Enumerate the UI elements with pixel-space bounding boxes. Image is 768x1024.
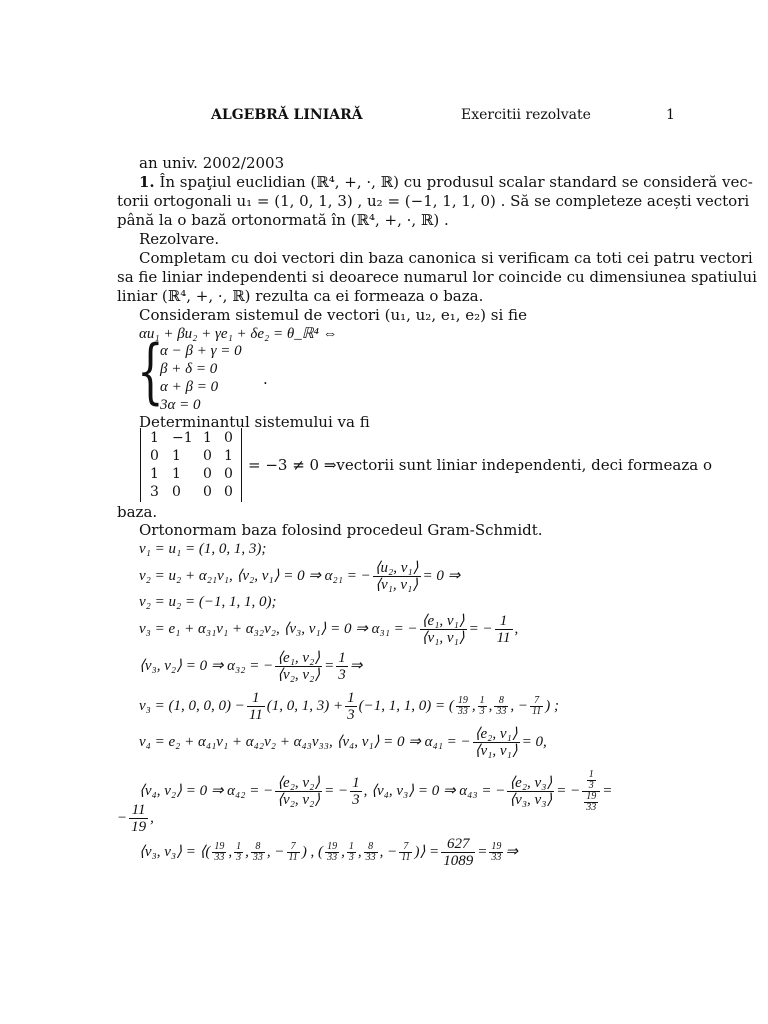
fraction: $\frac{1}{11}$ — [496, 613, 511, 646]
det-cell: 0 — [224, 466, 233, 482]
det-cell: −1 — [172, 430, 193, 446]
eq-text: = 0 ⇒ — [422, 567, 461, 584]
determinant-label: Determinantul sistemului va fi — [139, 413, 370, 431]
small-fraction: $\frac{8}{33}$ — [252, 841, 263, 863]
eq-v3: v₃ = (1, 0, 0, 0) − $\frac{1}{11}$ (1, 0, 1, 3) + $\frac{1}{3}$ (−1, 1, 1, 0) = ( $\frac{19}{33}$ , $\frac{1}{3}$ , $\frac{8}{33}$ , − $\frac{7}{11}$ ) ; — [139, 690, 559, 723]
eq-text: ⟨v₄, v₂⟩ = 0 ⇒ α₄₂ = − — [139, 782, 274, 799]
eq-text: ) ; — [545, 697, 559, 714]
det-cell: 0 — [224, 430, 233, 446]
small-fraction: $\frac{7}{11}$ — [401, 841, 411, 863]
fraction: $\frac{1}{11}$ — [248, 690, 263, 723]
det-cell: 1 — [224, 448, 233, 464]
det-cell: 1 — [150, 466, 159, 482]
eq-text: , ⟨v₄, v₃⟩ = 0 ⇒ α₄₃ = − — [363, 782, 506, 799]
eq-v2-step — [139, 560, 460, 593]
eq-text: = — [324, 657, 335, 674]
explanation-line-1: Completam cu doi vectori din baza canonica si verificam ca toti cei patru vectori — [139, 249, 753, 267]
equation-1: α − β + γ = 0 — [160, 343, 242, 359]
fraction: $\frac{1}{3}$ — [347, 690, 355, 723]
eq-v3-norm: ⟨v₃, v₃⟩ = ⟨( $\frac{19}{33}$ , $\frac{1}{3}$ , $\frac{8}{33}$ , − $\frac{7}{11}$ ) , ( $\frac{19}{33}$ , $\frac{1}{3}$ , $\frac{8}{33}$ , − $\frac{7}{11}$ )⟩ = $\frac{627}{1089}$ = $\frac{19}{33}$ ⇒ — [139, 836, 518, 869]
small-fraction: $\frac{19}{33}$ — [327, 841, 338, 863]
small-fraction: $\frac{7}{11}$ — [531, 695, 542, 717]
det-cell: 0 — [224, 484, 233, 500]
fraction: $\frac{11}{19}$ — [131, 802, 147, 835]
small-fraction: $\frac{19}{33}$ — [457, 695, 468, 717]
eq-v1: v₁ = u₁ = (1, 0, 1, 3); — [139, 541, 267, 557]
eq-text: = − — [324, 782, 349, 799]
eq-text: (1, 0, 1, 3) + — [266, 697, 344, 714]
fraction: $\frac{\text{⟨e₂, v₃⟩}}{\text{⟨v₃, v₃⟩}}$ — [509, 775, 553, 808]
equation-3: α + β = 0 — [160, 379, 219, 395]
eq-text: , — [514, 620, 519, 637]
eq-text: (−1, 1, 1, 0) = ( — [358, 697, 454, 714]
small-fraction: $\frac{19}{33}$ — [491, 841, 502, 863]
problem-number: 1. — [139, 173, 155, 191]
fraction: $\frac{1}{3}$ — [338, 650, 346, 683]
page-number: 1 — [666, 107, 675, 123]
det-cell: 1 — [172, 448, 181, 464]
problem-line-2: torii ortogonali u₁ = (1, 0, 1, 3) , u₂ = (−1, 1, 1, 0) . Să se completeze acești vectori — [117, 192, 750, 210]
small-fraction: $\frac{1}{3}$ — [348, 841, 354, 863]
fraction: $\frac{\text{⟨e₂, v₁⟩}}{\text{⟨v₁, v₁⟩}}$ — [474, 726, 518, 759]
det-cell: 0 — [150, 448, 159, 464]
system-period: . — [263, 370, 268, 388]
eq-text: = — [602, 782, 613, 799]
small-fraction: $\frac{1}{3}$ — [479, 695, 485, 717]
det-cell: 0 — [172, 484, 181, 500]
system-brace: { — [137, 330, 164, 412]
eq-text: = − — [556, 782, 581, 799]
compound-fraction: $\frac{\frac{1}{3}}{\frac{19}{33}}$ — [582, 770, 600, 813]
eq-text: = − — [468, 620, 493, 637]
eq-alpha32 — [139, 650, 362, 683]
eq-alpha43-value — [117, 802, 154, 835]
det-cell: 0 — [203, 466, 212, 482]
eq-text: − — [117, 809, 128, 826]
small-fraction: $\frac{8}{33}$ — [496, 695, 507, 717]
equation-2: β + δ = 0 — [160, 361, 218, 377]
det-cell: 0 — [203, 448, 212, 464]
fraction: $\frac{\text{⟨u₂, v₁⟩}}{\text{⟨v₁, v₁⟩}}$ — [374, 560, 419, 593]
determinant-result: = −3 ≠ 0 ⇒vectorii sunt liniar independenti, deci formeaza o — [248, 456, 712, 474]
eq-text: )⟩ = — [414, 843, 440, 860]
problem-line-1 — [139, 173, 753, 191]
eq-text: v₃ = e₁ + α₃₁v₁ + α₃₂v₂, ⟨v₃, v₁⟩ = 0 ⇒ α₃₁ = − — [139, 620, 418, 637]
det-cell: 1 — [203, 430, 212, 446]
eq-v4-step — [139, 726, 547, 759]
eq-text: = 0, — [521, 733, 547, 750]
det-cell: 1 — [150, 430, 159, 446]
fraction: $\frac{\text{⟨e₂, v₂⟩}}{\text{⟨v₂, v₂⟩}}$ — [277, 775, 321, 808]
fraction: $\frac{\text{⟨e₁, v₁⟩}}{\text{⟨v₁, v₁⟩}}$ — [421, 613, 465, 646]
eq-text: , — [150, 809, 154, 826]
eq-text: ⟨v₃, v₂⟩ = 0 ⇒ α₃₂ = − — [139, 657, 274, 674]
eq-text: ⟨v₃, v₃⟩ = ⟨( — [139, 843, 211, 860]
resolution-label: Rezolvare. — [139, 230, 220, 248]
equation-4: 3α = 0 — [160, 397, 201, 413]
academic-year: an univ. 2002/2003 — [139, 154, 285, 172]
small-fraction: $\frac{19}{33}$ — [214, 841, 225, 863]
fraction: $\frac{627}{1089}$ — [443, 836, 474, 869]
explanation-line-3: liniar (ℝ⁴, +, ·, ℝ) rezulta ca ei formeaza o baza. — [117, 287, 484, 305]
linear-combination: αu₁ + βu₂ + γe₁ + δe₂ = θ_ℝ⁴ ⇔ — [139, 326, 338, 342]
problem-text-1: În spaţiul euclidian (ℝ⁴, +, ·, ℝ) cu produsul scalar standard se consideră vec- — [159, 173, 753, 191]
fraction: $\frac{\text{⟨e₁, v₂⟩}}{\text{⟨v₂, v₂⟩}}$ — [277, 650, 321, 683]
eq-v2: v₂ = u₂ = (−1, 1, 1, 0); — [139, 594, 277, 610]
eq-text: ⇒ — [349, 657, 363, 674]
small-fraction: $\frac{1}{3}$ — [236, 841, 242, 863]
det-cell: 0 — [203, 484, 212, 500]
small-fraction: $\frac{8}{33}$ — [365, 841, 376, 863]
eq-alpha42-43 — [139, 770, 612, 813]
system-intro: Consideram sistemul de vectori (u₁, u₂, e₁, e₂) si fie — [139, 306, 527, 324]
baza-word: baza. — [117, 503, 158, 521]
header-title: ALGEBRĂ LINIARĂ — [211, 107, 363, 123]
eq-text: v₂ = u₂ + α₂₁v₁, ⟨v₂, v₁⟩ = 0 ⇒ α₂₁ = − — [139, 567, 371, 584]
eq-text: ) , ( — [301, 843, 324, 860]
fraction: $\frac{1}{3}$ — [352, 775, 360, 808]
det-cell: 1 — [172, 466, 181, 482]
det-cell: 3 — [150, 484, 159, 500]
eq-text: v₃ = (1, 0, 0, 0) − — [139, 697, 245, 714]
small-fraction: $\frac{7}{11}$ — [288, 841, 298, 863]
explanation-line-2: sa fie liniar independenti si deoarece numarul lor coincide cu dimensiunea spatiului — [117, 268, 757, 286]
eq-v3-step — [139, 613, 518, 646]
gram-schmidt-intro: Ortonormam baza folosind procedeul Gram-Schmidt. — [139, 521, 543, 539]
problem-line-3: până la o bază ortonormată în (ℝ⁴, +, ·, ℝ) . — [117, 211, 449, 229]
header-subtitle: Exercitii rezolvate — [461, 107, 591, 123]
eq-text: = — [477, 843, 488, 860]
eq-text: ⇒ — [505, 843, 518, 860]
eq-text: v₄ = e₂ + α₄₁v₁ + α₄₂v₂ + α₄₃v₃₃, ⟨v₄, v₁⟩ = 0 ⇒ α₄₁ = − — [139, 733, 471, 750]
